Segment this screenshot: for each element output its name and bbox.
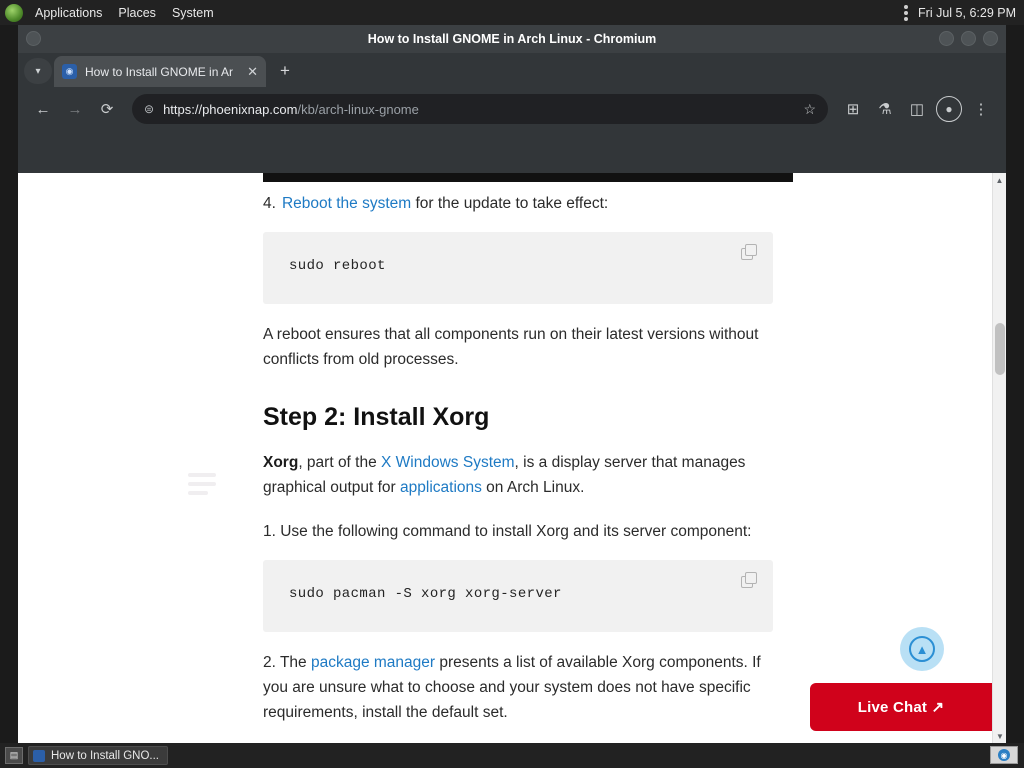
page-viewport: [18, 173, 1006, 743]
browser-toolbar: [18, 87, 1006, 131]
gnome-foot-icon[interactable]: [5, 4, 23, 22]
address-bar[interactable]: [132, 94, 828, 124]
window-controls: [939, 31, 998, 46]
list-item: [244, 191, 792, 216]
paragraph-item-2: [244, 650, 792, 725]
list-text: [282, 191, 608, 216]
panel-clock[interactable]: Fri Jul 5, 6:29 PM: [918, 5, 1016, 20]
xorg-bold: Xorg: [263, 454, 299, 472]
applications-link[interactable]: applications: [400, 479, 482, 497]
code-block-reboot: [263, 232, 773, 304]
xorg-t3: on Arch Linux.: [481, 479, 585, 497]
copy-icon[interactable]: [741, 572, 759, 590]
three-dot-menu-icon[interactable]: ⋮: [973, 101, 989, 118]
item2-pre: 2. The: [263, 653, 311, 671]
window-close-button[interactable]: [983, 31, 998, 46]
url-path: /kb/arch-linux-gnome: [297, 101, 419, 117]
taskbar-tray: [990, 746, 1018, 764]
package-manager-link[interactable]: package manager: [310, 653, 436, 671]
web-page: [18, 173, 992, 743]
code-block-xorg: [263, 560, 773, 632]
page-heading-step2: Step 2: Install Xorg: [263, 403, 490, 432]
list-text-rest: for the update to take effect:: [411, 195, 609, 212]
side-panel-icon[interactable]: ◫: [909, 101, 925, 118]
paragraph-xorg-intro: [244, 450, 792, 500]
extensions-icon[interactable]: ⊞: [846, 101, 860, 118]
reboot-system-link[interactable]: Reboot the system: [281, 195, 412, 212]
list-number: 4.: [263, 195, 276, 212]
site-settings-icon[interactable]: ⊜: [144, 102, 155, 116]
scroll-down-arrow[interactable]: ▼: [996, 731, 1004, 741]
page-scrollbar[interactable]: [992, 173, 1006, 743]
menu-system[interactable]: System: [171, 5, 214, 20]
url-host: https://phoenixnap.com: [163, 101, 298, 117]
window-minimize-button[interactable]: [939, 31, 954, 46]
star-icon[interactable]: ☆: [803, 100, 816, 117]
article-content: [244, 173, 792, 768]
x-windows-system-link[interactable]: X Windows System: [381, 454, 515, 472]
live-chat-button[interactable]: Live Chat ↗: [810, 683, 992, 731]
url-text: [163, 102, 794, 117]
reload-icon[interactable]: ⟳: [100, 101, 114, 118]
desktop-taskbar: [0, 743, 1024, 768]
page-left-gutter: [18, 173, 244, 743]
panel-tray-group: [904, 0, 1016, 25]
panel-menu-group: [0, 2, 222, 24]
window-maximize-button[interactable]: [961, 31, 976, 46]
copy-icon[interactable]: [741, 244, 759, 262]
code-text: sudo pacman -S xorg xorg-server: [289, 585, 562, 602]
taskbar-item-chromium[interactable]: [28, 746, 168, 765]
menu-places[interactable]: Places: [118, 5, 156, 20]
dots-indicator-icon[interactable]: [904, 5, 908, 21]
item2-post: presents a list of available Xorg components. If you are unsure what to choose and your system does not have specific requirements, install the default set.: [263, 653, 761, 721]
window-titlebar[interactable]: [18, 25, 1006, 53]
chromium-favicon: [33, 750, 45, 762]
arrow-left-icon[interactable]: ←: [35, 100, 51, 118]
show-desktop-icon[interactable]: ▤: [5, 747, 23, 764]
window-title: How to Install GNOME in Arch Linux - Chromium: [367, 32, 657, 46]
taskbar-item-label: How to Install GNO...: [51, 749, 160, 762]
xorg-t1: , part of the: [298, 454, 382, 472]
paragraph-reboot: A reboot ensures that all components run on their latest versions without conflicts from old processes.: [263, 326, 759, 369]
close-icon[interactable]: ✕: [247, 64, 258, 79]
paragraph-item-1: 1. Use the following command to install Xorg and its server component:: [263, 522, 752, 540]
desktop-top-panel: [0, 0, 1024, 25]
window-menu-button[interactable]: [26, 31, 41, 46]
labs-flask-icon[interactable]: ⚗: [878, 101, 892, 118]
menu-applications[interactable]: Applications: [35, 5, 103, 20]
scroll-up-arrow[interactable]: ▲: [995, 175, 1004, 185]
tab-title: How to Install GNOME in Ar: [85, 64, 234, 79]
new-tab-button[interactable]: +: [280, 61, 290, 80]
toc-hamburger-icon[interactable]: [188, 473, 216, 495]
xorg-t2: , is a display server that manages graphical output for: [263, 454, 746, 497]
code-text: sudo reboot: [289, 258, 386, 275]
tab-strip: [18, 53, 1006, 87]
scroll-to-top-icon[interactable]: ▲: [900, 627, 944, 671]
chromium-window: [18, 25, 1006, 743]
arrow-right-icon[interactable]: →: [67, 100, 83, 118]
scrollbar-thumb[interactable]: [995, 323, 1005, 375]
chevron-down-icon[interactable]: ▾: [24, 58, 52, 84]
browser-tab[interactable]: [54, 56, 266, 87]
page-favicon: ◉: [62, 64, 77, 79]
network-tray-icon[interactable]: ◉: [990, 746, 1018, 764]
profile-avatar-icon[interactable]: ●: [934, 94, 964, 124]
